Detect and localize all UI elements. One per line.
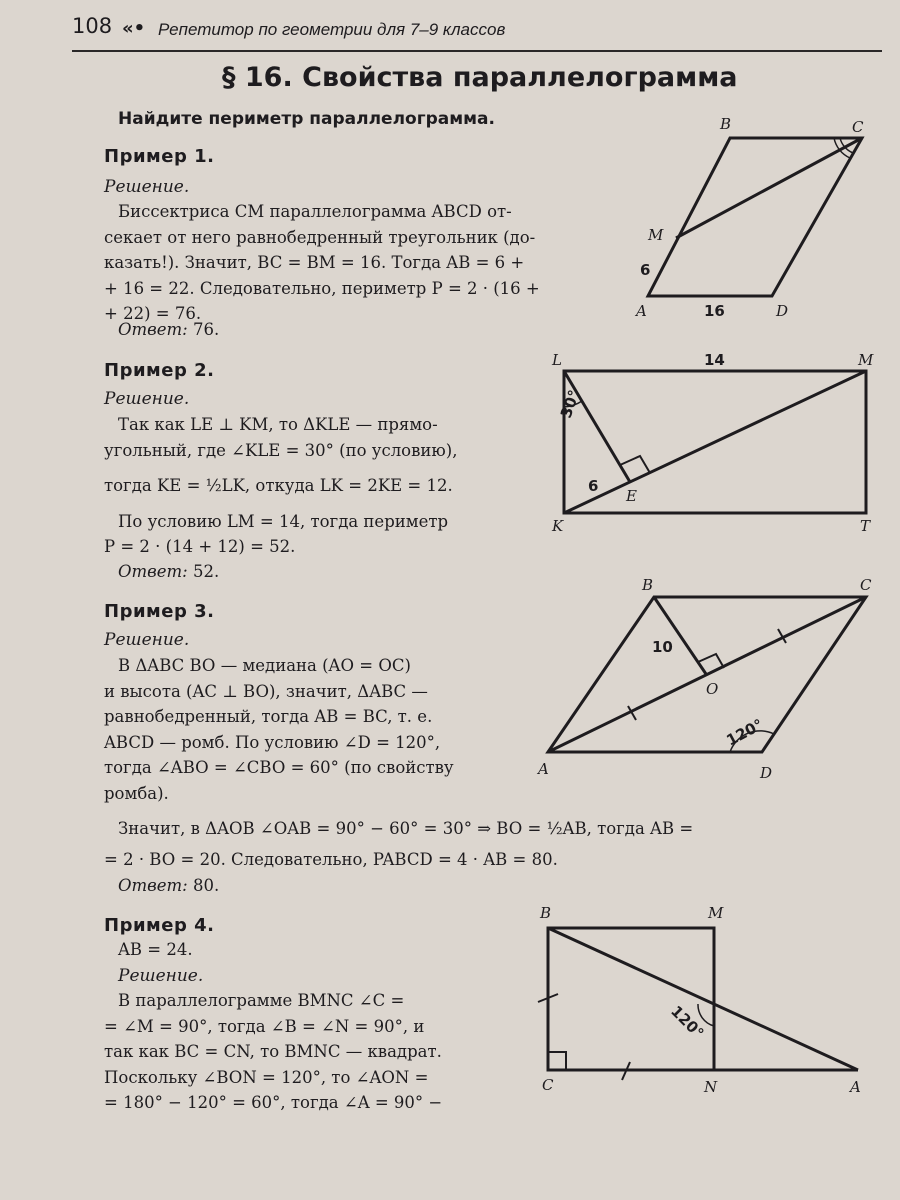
- text-line: P = 2 · (14 + 12) = 52.: [104, 537, 296, 556]
- text-line: так как BC = CN, то BMNC — квадрат.: [104, 1042, 442, 1061]
- example-1-answer: [118, 320, 219, 339]
- header-rule: [72, 50, 882, 52]
- answer-value: 80.: [193, 876, 220, 895]
- figure-4-square: [530, 900, 890, 1100]
- text-line: угольный, где ∠KLE = 30° (по условию),: [104, 440, 458, 460]
- header-marker: «•: [122, 18, 146, 39]
- label-t: T: [860, 517, 871, 535]
- text-line: и высота (AC ⊥ BO), значит, ΔABC —: [104, 681, 428, 701]
- text-line: тогда ∠ABO = ∠CBO = 60° (по свойству: [104, 758, 454, 777]
- label-d: D: [760, 764, 773, 782]
- example-4-heading: Пример 4.: [104, 915, 215, 936]
- text-line: Значит, в ΔAOB ∠OAB = 90° − 60° = 30° ⇒ BO = ½AB, тогда AB =: [118, 819, 694, 838]
- label-b: B: [720, 115, 732, 133]
- example-2-text: [104, 412, 457, 560]
- example-3-solution-label: Решение.: [104, 630, 190, 650]
- example-4-text: [104, 988, 442, 1116]
- right-angle-mark: [548, 1052, 566, 1070]
- label-a: A: [850, 1078, 861, 1096]
- text-line: Биссектриса CM параллелограмма ABCD от-: [118, 202, 512, 221]
- example-3-text: [104, 653, 454, 806]
- text-line: секает от него равнобедренный треугольник (до-: [104, 227, 536, 247]
- page-number: 108: [72, 14, 113, 38]
- text-line: = 2 · BO = 20. Следовательно, PABCD = 4 · AB = 80.: [104, 849, 558, 869]
- text-line: ромба).: [104, 783, 169, 803]
- text-line: Так как LE ⊥ KM, то ΔKLE — прямо-: [118, 415, 438, 434]
- label-c: C: [542, 1076, 554, 1094]
- label-e: E: [626, 487, 637, 505]
- figure-1-parallelogram: [620, 110, 890, 325]
- label-l: L: [552, 351, 562, 369]
- label-angle-120: 120°: [723, 715, 767, 750]
- text-line: Поскольку ∠BON = 120°, то ∠AON =: [104, 1067, 429, 1087]
- label-side-10: 10: [652, 638, 673, 656]
- text-line: = 180° − 120° = 60°, тогда ∠A = 90° −: [104, 1093, 443, 1112]
- example-3-answer: [118, 876, 219, 895]
- answer-label: Ответ:: [118, 876, 188, 895]
- text-line: равнобедренный, тогда AB = BC, т. е.: [104, 707, 433, 726]
- example-1-heading: Пример 1.: [104, 146, 215, 167]
- label-angle-120: 120°: [667, 1002, 708, 1043]
- label-b: B: [642, 576, 654, 594]
- label-m: M: [708, 904, 724, 922]
- text-line: = ∠M = 90°, тогда ∠B = ∠N = 90°, и: [104, 1016, 425, 1036]
- example-1-solution-label: Решение.: [104, 177, 190, 197]
- example-3-heading: Пример 3.: [104, 601, 215, 622]
- text-line: + 16 = 22. Следовательно, периметр P = 2 · (16 +: [104, 278, 540, 298]
- label-b: B: [540, 904, 552, 922]
- label-o: O: [706, 680, 719, 698]
- example-1-text: [104, 199, 540, 327]
- label-a: A: [636, 302, 647, 320]
- parallelogram-abcd: [648, 138, 862, 296]
- square-bmnc: [548, 928, 714, 1070]
- label-c: C: [860, 576, 872, 594]
- example-2-answer: [118, 562, 219, 581]
- text-line: В ΔABC BO — медиана (AO = OC): [118, 656, 411, 675]
- figure-2-rectangle: [540, 345, 890, 540]
- label-m: M: [858, 351, 874, 369]
- label-side-6: 6: [640, 261, 651, 279]
- example-4-given: AB = 24.: [118, 940, 193, 959]
- diagonal-km: [564, 371, 866, 513]
- label-k: K: [552, 517, 564, 535]
- segment-ba: [548, 928, 858, 1070]
- text-line: + 22) = 76.: [104, 304, 202, 323]
- perpendicular-le: [564, 371, 630, 482]
- label-n: N: [704, 1078, 718, 1096]
- label-side-6: 6: [588, 477, 599, 495]
- example-3-text-full: [104, 816, 693, 872]
- text-line: В параллелограмме BMNC ∠C =: [118, 991, 405, 1010]
- example-2-heading: Пример 2.: [104, 360, 215, 381]
- label-d: D: [776, 302, 789, 320]
- example-2-solution-label: Решение.: [104, 389, 190, 409]
- label-c: C: [852, 118, 864, 136]
- label-side-16: 16: [704, 302, 725, 320]
- task-statement: Найдите периметр параллелограмма.: [118, 109, 495, 129]
- answer-value: 76.: [193, 320, 220, 339]
- section-title: § 16. Свойства параллелограмма: [222, 62, 738, 93]
- text-line: казать!). Значит, BC = BM = 16. Тогда AB = 6 +: [104, 253, 525, 272]
- text-line: ABCD — ромб. По условию ∠D = 120°,: [104, 732, 441, 752]
- label-angle-30: 30°: [556, 387, 584, 421]
- book-title: Репетитор по геометрии для 7–9 классов: [158, 20, 506, 39]
- text-line: По условию LM = 14, тогда периметр: [118, 511, 449, 531]
- text-line: тогда KE = ½LK, откуда LK = 2KE = 12.: [104, 476, 453, 495]
- label-side-14: 14: [704, 351, 725, 369]
- label-a: A: [538, 760, 549, 778]
- answer-value: 52.: [193, 562, 220, 581]
- figure-3-rhombus: [530, 572, 890, 784]
- diagonal-ac: [548, 597, 866, 752]
- example-4-solution-label: Решение.: [118, 966, 204, 986]
- label-m: M: [648, 226, 664, 244]
- answer-label: Ответ:: [118, 320, 188, 339]
- answer-label: Ответ:: [118, 562, 188, 581]
